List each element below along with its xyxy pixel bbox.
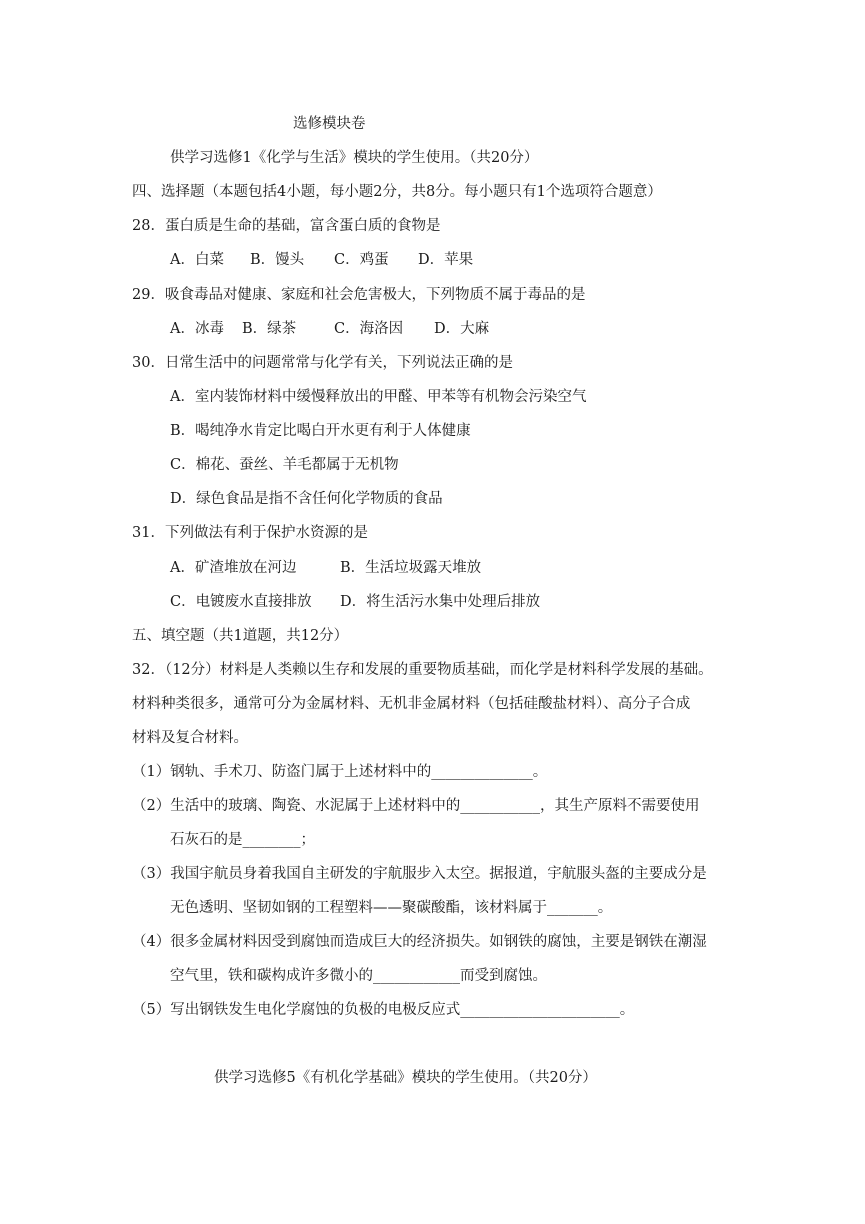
q29-option-a: A．冰毒 — [170, 321, 224, 337]
q31-option-d: D．将生活污水集中处理后排放 — [340, 594, 541, 610]
q29-stem: 29．吸食毒品对健康、家庭和社会危害极大，下列物质不属于毒品的是 — [132, 287, 586, 303]
q30-option-c: C．棉花、蚕丝、羊毛都属于无机物 — [170, 457, 399, 473]
q32-part-2a: （2）生活中的玻璃、陶瓷、水泥属于上述材料中的___________，其生产原料不需要使用 — [132, 798, 700, 814]
q29-option-d: D．大麻 — [434, 321, 490, 337]
q32-part-3a: （3）我国宇航员身着我国自主研发的宇航服步入太空。据报道，宇航服头盔的主要成分是 — [132, 866, 707, 882]
q32-intro-line-1: 32．（12分）材料是人类赖以生存和发展的重要物质基础，而化学是材料科学发展的基础。 — [132, 662, 713, 678]
section4-heading: 四、选择题（本题包括4小题，每小题2分，共8分。每小题只有1个选项符合题意） — [132, 184, 662, 200]
q30-option-b: B．喝纯净水肯定比喝白开水更有利于人体健康 — [170, 423, 471, 439]
q32-part-3b: 无色透明、坚韧如钢的工程塑料——聚碳酸酯，该材料属于_______。 — [170, 900, 613, 916]
q31-option-c: C．电镀废水直接排放 — [170, 594, 312, 610]
q31-option-b: B．生活垃圾露天堆放 — [340, 560, 482, 576]
q32-part-4b: 空气里，铁和碳构成许多微小的____________而受到腐蚀。 — [170, 968, 547, 984]
q32-part-2b: 石灰石的是________； — [170, 832, 315, 848]
q28-stem: 28．蛋白质是生命的基础，富含蛋白质的食物是 — [132, 218, 441, 234]
module1-note: 供学习选修1《化学与生活》模块的学生使用。（共20分） — [170, 150, 539, 166]
q28-option-a: A．白菜 — [170, 252, 224, 268]
module5-note: 供学习选修5《有机化学基础》模块的学生使用。（共20分） — [214, 1070, 597, 1086]
q30-option-a: A．室内装饰材料中缓慢释放出的甲醛、甲苯等有机物会污染空气 — [170, 389, 587, 405]
module-title: 选修模块卷 — [293, 116, 366, 132]
q28-option-c: C．鸡蛋 — [334, 252, 389, 268]
q28-option-d: D．苹果 — [418, 252, 474, 268]
q29-option-b: B．绿茶 — [242, 321, 297, 337]
section5-heading: 五、填空题（共1道题，共12分） — [132, 628, 349, 644]
q31-stem: 31．下列做法有利于保护水资源的是 — [132, 525, 368, 541]
q32-part-1: （1）钢轨、手术刀、防盗门属于上述材料中的______________。 — [132, 764, 548, 780]
q30-stem: 30．日常生活中的问题常常与化学有关，下列说法正确的是 — [132, 355, 513, 371]
q28-option-b: B．馒头 — [250, 252, 305, 268]
q30-option-d: D．绿色食品是指不含任何化学物质的食品 — [170, 491, 443, 507]
q31-option-a: A．矿渣堆放在河边 — [170, 560, 297, 576]
q32-part-5: （5）写出钢铁发生电化学腐蚀的负极的电极反应式______________________。 — [132, 1002, 635, 1018]
q32-intro-line-3: 材料及复合材料。 — [132, 730, 248, 746]
q29-option-c: C．海洛因 — [334, 321, 404, 337]
q32-intro-line-2: 材料种类很多，通常可分为金属材料、无机非金属材料（包括硅酸盐材料）、高分子合成 — [132, 696, 691, 712]
q32-part-4a: （4）很多金属材料因受到腐蚀而造成巨大的经济损失。如钢铁的腐蚀，主要是钢铁在潮湿 — [132, 934, 707, 950]
